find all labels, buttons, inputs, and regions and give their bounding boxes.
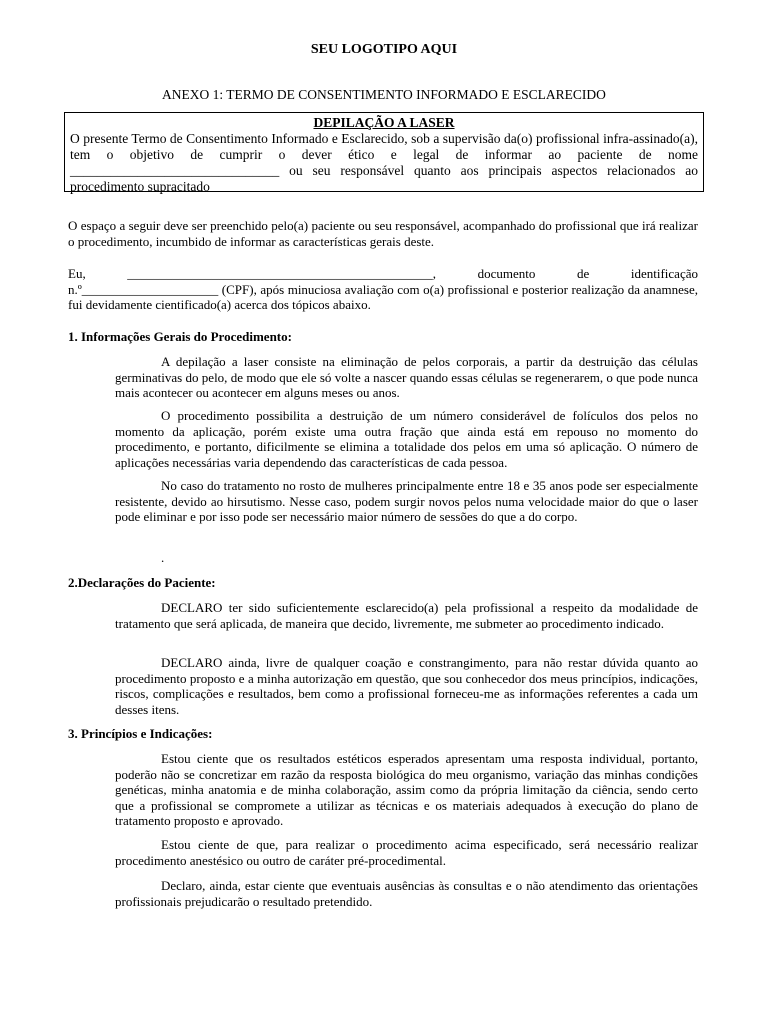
section-3-paragraph-2: Estou ciente de que, para realizar o procedimento acima especificado, será necessário realizar procedimento anestésico ou outro de caráter pré-procedimental. bbox=[115, 837, 698, 868]
section-2-paragraph-1: DECLARO ter sido suficientemente esclarecido(a) pela profissional a respeito da modalidade de tratamento que será aplicada, de maneira que decido, livremente, me submeter ao procedimento indicado. bbox=[115, 600, 698, 631]
section-2-heading: 2.Declarações do Paciente: bbox=[68, 575, 216, 590]
section-1-heading: 1. Informações Gerais do Procedimento: bbox=[68, 329, 292, 344]
section-3-heading: 3. Princípios e Indicações: bbox=[68, 726, 213, 741]
section-3-paragraph-1: Estou ciente que os resultados estéticos esperados apresentam uma resposta individual, portanto, poderão não se concretizar em razão da resposta biológica do meu organismo, variação das minhas condições genéticas, minha anatomia e de minha colaboração, assim como da própria limitação da ciência, sendo certo que a profissional se compromete a utilizar as técnicas e os materiais adequados à execução do plano de tratamento proposto e aprovado. bbox=[115, 751, 698, 828]
declaration-text: n.º_____________________ (CPF), após minuciosa avaliação com o(a) profissional e posterior realização da anamnese, fui devidamente cientificado(a) acerca dos tópicos abaixo. bbox=[68, 281, 698, 312]
intro-paragraph: O espaço a seguir deve ser preenchido pelo(a) paciente ou seu responsável, acompanhado do profissional que irá realizar o procedimento, incumbido de informar as características gerais deste. bbox=[68, 218, 698, 249]
section-3-paragraph-3: Declaro, ainda, estar ciente que eventuais ausências às consultas e o não atendimento das orientações profissionais prejudicarão o resultado pretendido. bbox=[115, 878, 698, 909]
section-1-paragraph-3: No caso do tratamento no rosto de mulheres principalmente entre 18 e 35 anos pode ser especialmente resistente, devido ao hirsutismo. Nesse caso, podem surgir novos pelos numa velocidade maior do que o laser pode eliminar e por isso pode ser necessário maior número de sessões do que a do corpo. bbox=[115, 478, 698, 524]
annex-title: ANEXO 1: TERMO DE CONSENTIMENTO INFORMADO E ESCLARECIDO bbox=[162, 87, 606, 102]
box-title: DEPILAÇÃO A LASER bbox=[313, 115, 455, 130]
stray-period: . bbox=[161, 550, 165, 565]
section-1-paragraph-1: A depilação a laser consiste na eliminação de pelos corporais, a partir da destruição das células germinativas do pelo, de modo que ele só volte a nascer quando essas células se regenerarem, o que pode nunca mais acontecer ou acontecer em alguns meses ou anos. bbox=[115, 354, 698, 400]
logo-placeholder: SEU LOGOTIPO AQUI bbox=[310, 42, 458, 57]
section-1-paragraph-2: O procedimento possibilita a destruição de um número considerável de folículos dos pelos no momento da aplicação, porém existe uma outra fração que ainda está em repouso no momento do procedimento, e portanto, dificilmente se elimina a totalidade dos pelos em uma só aplicação. O número de aplicações necessárias varia dependendo das características de cada pessoa. bbox=[115, 408, 698, 470]
declaration-line-1: Eu, _______________________________________________, documento de identificação bbox=[68, 266, 698, 281]
box-text: O presente Termo de Consentimento Informado e Esclarecido, sob a supervisão da(o) profissional infra-assinado(a), tem o objetivo de cumprir o dever ético e legal de informar ao paciente de nome _______________________________ ou seu responsável quanto aos principais aspectos relacionados ao procedimento supracitado bbox=[70, 131, 698, 194]
header-box bbox=[64, 112, 704, 192]
section-2-paragraph-2: DECLARO ainda, livre de qualquer coação e constrangimento, para não restar dúvida quanto ao procedimento proposto e a minha autorização em questão, que sou conhecedor dos meus princípios, indicações, riscos, complicações e resultados, bem como a profissional forneceu-me as informações referentes a cada um desses itens. bbox=[115, 655, 698, 717]
